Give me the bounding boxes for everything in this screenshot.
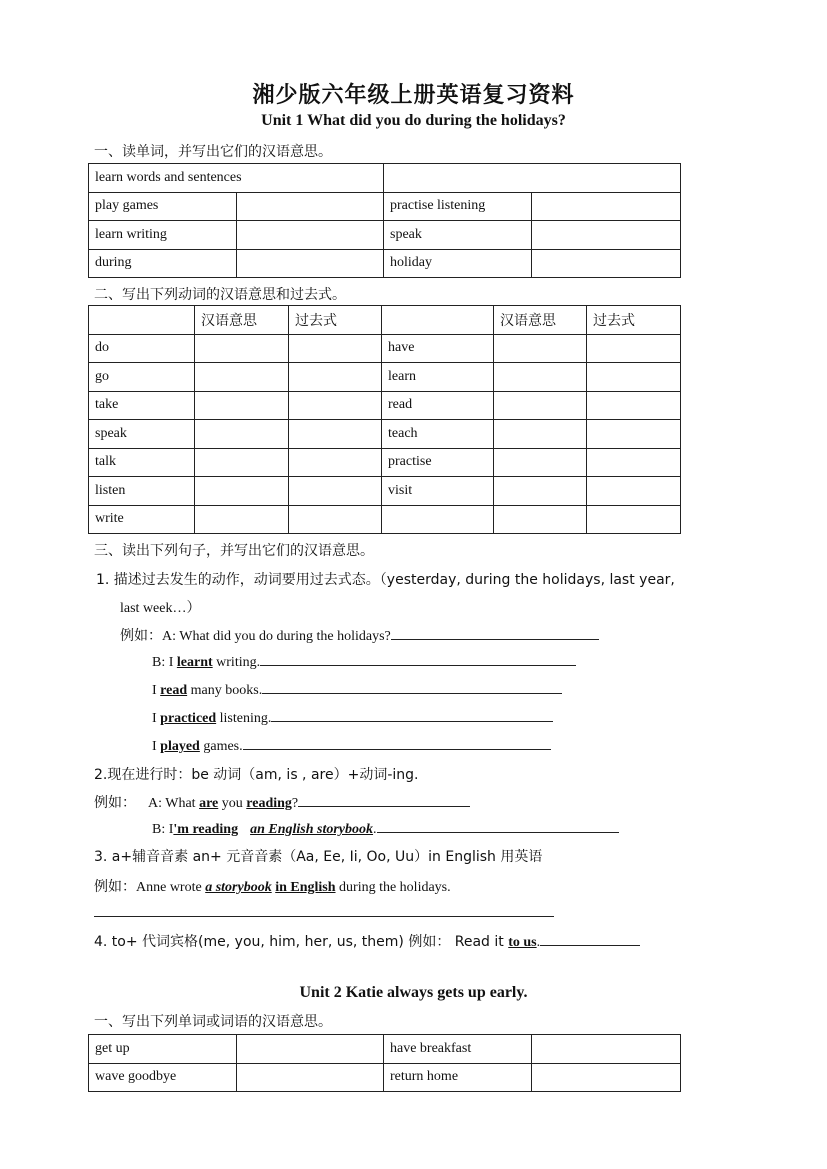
- answer-cell[interactable]: [587, 420, 681, 449]
- answer-cell[interactable]: [494, 420, 587, 449]
- answer-cell[interactable]: [532, 1063, 681, 1092]
- answer-cell[interactable]: [587, 477, 681, 506]
- table-cell: holiday: [384, 249, 532, 278]
- text: I: [152, 683, 161, 698]
- header-cell: 过去式: [289, 306, 382, 335]
- table-row: [89, 477, 681, 506]
- text: A: What: [148, 796, 200, 811]
- example-label: 例如：: [94, 879, 136, 895]
- rule-3: 3. a+辅音音素 an+ 元音音素（Aa, Ee, Ii, Oo, Uu）in English 用英语: [94, 849, 543, 865]
- verb-cell: do: [89, 334, 195, 363]
- answer-cell[interactable]: [587, 448, 681, 477]
- header-cell: 汉语意思: [494, 306, 587, 335]
- text: Anne wrote: [136, 880, 206, 895]
- unit1-heading: Unit 1 What did you do during the holidays?: [261, 112, 566, 129]
- table-cell: have breakfast: [384, 1035, 532, 1064]
- phrase: in English: [275, 880, 336, 895]
- answer-cell[interactable]: [195, 505, 289, 534]
- verb: are: [199, 796, 219, 811]
- answer-cell[interactable]: [289, 334, 382, 363]
- answer-cell[interactable]: [195, 363, 289, 392]
- table-row: [89, 448, 681, 477]
- answer-cell[interactable]: [494, 334, 587, 363]
- answer-cell[interactable]: [195, 391, 289, 420]
- header-cell: 过去式: [587, 306, 681, 335]
- verb-cell: talk: [89, 448, 195, 477]
- verb-cell: visit: [382, 477, 494, 506]
- example-1e: [152, 737, 551, 755]
- answer-cell[interactable]: [289, 420, 382, 449]
- verb-cell: go: [89, 363, 195, 392]
- sentence: A: What did you do during the holidays?: [162, 629, 391, 644]
- answer-cell[interactable]: [195, 477, 289, 506]
- verb: learnt: [176, 655, 213, 670]
- unit2-section1-heading: 一、写出下列单词或词语的汉语意思。: [94, 1014, 332, 1030]
- answer-cell[interactable]: [532, 221, 681, 250]
- answer-cell[interactable]: [494, 477, 587, 506]
- example-1d: [152, 709, 553, 727]
- answer-line[interactable]: [262, 681, 562, 694]
- phrase: to us: [508, 935, 537, 950]
- answer-line[interactable]: [377, 820, 619, 833]
- text: .: [373, 822, 377, 837]
- verb-cell: teach: [382, 420, 494, 449]
- rule-1: 1. 描述过去发生的动作，动词要用过去式态。（yesterday, during the holidays, last year,: [96, 572, 675, 588]
- answer-cell[interactable]: [384, 164, 681, 193]
- example-label: 例如：: [94, 795, 136, 811]
- verb: reading: [246, 796, 292, 811]
- table-cell: return home: [384, 1063, 532, 1092]
- verb-cell: read: [382, 391, 494, 420]
- unit1-section1-heading: 一、读单词，并写出它们的汉语意思。: [94, 144, 332, 160]
- text: writing.: [212, 655, 261, 670]
- answer-line[interactable]: [260, 653, 576, 666]
- answer-line[interactable]: [540, 933, 640, 946]
- vocab-table-1: [88, 163, 681, 278]
- example-3: [94, 876, 451, 896]
- text: listening.: [216, 711, 272, 726]
- answer-cell[interactable]: [532, 192, 681, 221]
- table-cell: wave goodbye: [89, 1063, 237, 1092]
- answer-cell[interactable]: [289, 448, 382, 477]
- answer-cell[interactable]: [587, 505, 681, 534]
- text: games.: [199, 739, 243, 754]
- verb-table: [88, 305, 681, 534]
- header-cell: [89, 306, 195, 335]
- verb-cell: [382, 505, 494, 534]
- header-cell: [382, 306, 494, 335]
- text: B: I: [152, 655, 177, 670]
- answer-cell[interactable]: [587, 363, 681, 392]
- vocab-table-2: [88, 1034, 681, 1092]
- verb: practiced: [160, 711, 217, 726]
- rule-4: [94, 931, 640, 951]
- verb: 'm reading: [173, 822, 239, 837]
- verb-cell: listen: [89, 477, 195, 506]
- example-1a: [120, 625, 599, 645]
- answer-cell[interactable]: [289, 363, 382, 392]
- rule-2: 2.现在进行时：be 动词（am, is , are）+动词-ing.: [94, 767, 419, 783]
- text: ?: [291, 796, 299, 811]
- answer-cell[interactable]: [532, 1035, 681, 1064]
- text: I: [152, 711, 161, 726]
- example-1c: [152, 681, 562, 699]
- object: a storybook: [205, 880, 272, 895]
- table-cell: practise listening: [384, 192, 532, 221]
- header-cell: 汉语意思: [195, 306, 289, 335]
- answer-cell[interactable]: [494, 363, 587, 392]
- answer-cell[interactable]: [494, 391, 587, 420]
- unit1-section2-heading: 二、写出下列动词的汉语意思和过去式。: [94, 287, 346, 303]
- unit2-heading: Unit 2 Katie always gets up early.: [299, 984, 528, 1001]
- answer-cell[interactable]: [237, 249, 384, 278]
- verb: played: [160, 739, 200, 754]
- example-1b: [152, 653, 576, 671]
- example-2b: [152, 820, 619, 838]
- answer-line[interactable]: [391, 627, 599, 640]
- text: you: [218, 796, 247, 811]
- answer-line[interactable]: [243, 737, 551, 750]
- text: B: I: [152, 822, 174, 837]
- verb-cell: have: [382, 334, 494, 363]
- verb-cell: practise: [382, 448, 494, 477]
- answer-line[interactable]: [94, 916, 554, 917]
- table-cell: during: [89, 249, 237, 278]
- table-row: [89, 334, 681, 363]
- text: .: [536, 935, 541, 950]
- table-row: [89, 420, 681, 449]
- answer-cell[interactable]: [532, 249, 681, 278]
- table-cell: learn words and sentences: [89, 164, 384, 193]
- answer-cell[interactable]: [289, 505, 382, 534]
- verb-cell: write: [89, 505, 195, 534]
- page-title: 湘少版六年级上册英语复习资料: [252, 83, 575, 108]
- answer-line[interactable]: [271, 709, 553, 722]
- verb-cell: take: [89, 391, 195, 420]
- answer-cell[interactable]: [494, 448, 587, 477]
- table-row: [89, 505, 681, 534]
- answer-cell[interactable]: [237, 1035, 384, 1064]
- answer-cell[interactable]: [195, 420, 289, 449]
- answer-cell[interactable]: [195, 334, 289, 363]
- verb-cell: speak: [89, 420, 195, 449]
- answer-cell[interactable]: [289, 391, 382, 420]
- rule-1-cont: last week…）: [120, 601, 201, 616]
- answer-cell[interactable]: [237, 192, 384, 221]
- table-cell: speak: [384, 221, 532, 250]
- answer-cell[interactable]: [195, 448, 289, 477]
- answer-cell[interactable]: [494, 505, 587, 534]
- answer-cell[interactable]: [237, 221, 384, 250]
- answer-cell[interactable]: [237, 1063, 384, 1092]
- table-cell: play games: [89, 192, 237, 221]
- answer-cell[interactable]: [587, 334, 681, 363]
- answer-cell[interactable]: [289, 477, 382, 506]
- object: an English storybook: [250, 822, 374, 837]
- unit1-section3-heading: 三、读出下列句子，并写出它们的汉语意思。: [94, 543, 374, 559]
- table-row: [89, 391, 681, 420]
- example-label: 例如：: [120, 628, 162, 644]
- example-2a: [94, 792, 470, 812]
- answer-line[interactable]: [298, 794, 470, 807]
- text: during the holidays.: [335, 880, 451, 895]
- table-row: [89, 363, 681, 392]
- text: many books.: [187, 683, 263, 698]
- verb: read: [160, 683, 188, 698]
- table-cell: get up: [89, 1035, 237, 1064]
- answer-cell[interactable]: [587, 391, 681, 420]
- text: I: [152, 739, 161, 754]
- table-cell: learn writing: [89, 221, 237, 250]
- verb-cell: learn: [382, 363, 494, 392]
- text: 4. to+ 代词宾格(me, you, him, her, us, them) 例如： Read it: [94, 934, 509, 950]
